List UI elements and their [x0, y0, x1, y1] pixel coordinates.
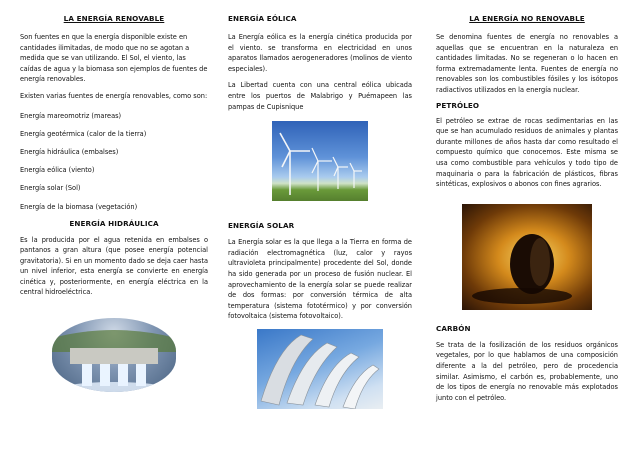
oil-barrel-image	[462, 204, 592, 310]
type-item: Energía de la biomasa (vegetación)	[20, 202, 138, 211]
turbines-illustration	[272, 121, 368, 201]
type-item: Energía hidráulica (embalses)	[20, 147, 119, 156]
hydro-dam-image	[52, 318, 176, 392]
renewable-column	[20, 14, 208, 392]
wind-solar-column	[228, 14, 412, 409]
type-item: Energía solar (Sol)	[20, 184, 81, 193]
solar-text: La Energía solar es la que llega a la Tierra en forma de radiación electromagnética (luz, calor y rayos ultravioleta principalmente) procedente del Sol, donde ha sido generada por un proceso de fusión nuclear. El aprovechamiento de la energía solar se puede realizar de dos formas: por conversión térmica de alta temperatura (sistema fototérmico) y por conversión fotovoltaica (sistema fotovoltaico).	[228, 238, 412, 321]
wind-turbines-image	[272, 121, 368, 201]
renewable-types-intro: Existen varias fuentes de energía renovables, como son:	[20, 91, 208, 100]
solar-illustration	[257, 329, 383, 409]
wind-title: ENERGÍA EÓLICA	[228, 14, 297, 23]
nonrenewable-title: LA ENERGÍA NO RENOVABLE	[469, 14, 585, 23]
coal-title: CARBÓN	[436, 323, 471, 333]
type-item: Energía geotérmica (calor de la tierra)	[20, 129, 147, 138]
oil-title: PETRÓLEO	[436, 100, 480, 110]
renewable-intro: Son fuentes en que la energía disponible existe en cantidades ilimitadas, de modo que no se agotan a medida que se van utilizando. El Sol, el viento, las caídas de agua y la biomasa son ejemplos de fuentes de energía renovables.	[20, 33, 208, 84]
type-item: Energía eólica (viento)	[20, 166, 95, 175]
nonrenewable-intro: Se denomina fuentes de energía no renovables a aquellas que se encuentran en la naturaleza en cantidades limitadas. No se regeneran o lo hacen en forma extremadamente lenta. Fuentes de energía no renovables son los combustibles fósiles y los isótopos radiactivos utilizados en la energía nuclear.	[436, 33, 618, 94]
renewable-title: LA ENERGÍA RENOVABLE	[63, 14, 165, 23]
dam-illustration	[52, 318, 176, 392]
hydro-title: ENERGÍA HIDRÁULICA	[69, 218, 159, 228]
wind-text-2: La Libertad cuenta con una central eólica ubicada entre los puertos de Malabrigo y Puémapeen las pampas de Cupisnique	[228, 81, 412, 111]
solar-title: ENERGÍA SOLAR	[228, 221, 295, 231]
type-item: Energía mareomotriz (mareas)	[20, 111, 122, 120]
nonrenewable-column	[436, 14, 618, 409]
oil-text: El petróleo se extrae de rocas sedimentarias en las que se han acumulado residuos de animales y plantas durante millones de años hasta dar como resultado el compuesto químico que conocemos. Este misma se usa como combustible para vehículos y todo tipo de maquinaria o para la fabricación de plásticos, fibras sintéticas, explosivos o abonos con fines agrarios.	[436, 116, 618, 189]
solar-concentrators-image	[257, 329, 383, 409]
wind-text: La Energía eólica es la energía cinética producida por el viento. se transforma en electricidad en unos aparatos llamados aerogeneradores (molinos de viento especiales).	[228, 33, 412, 73]
oil-illustration	[462, 204, 592, 310]
hydro-text: Es la producida por el agua retenida en embalses o pantanos a gran altura (que posee energía potencial gravitatoria). Si en un momento dado se deja caer hasta un nivel inferior, esta energía se convierte en energía cinética y, posteriormente, en energía eléctrica en la central hidroeléctrica.	[20, 235, 208, 297]
coal-text: Se trata de la fosilización de los residuos orgánicos vegetales, por lo que hablamos de una composición diferente a la del petróleo, pero de procedencia similar. Asimismo, el carbón es, probablemente, uno de los tipos de energía no renovable más explotados junto con el petróleo.	[436, 340, 618, 402]
